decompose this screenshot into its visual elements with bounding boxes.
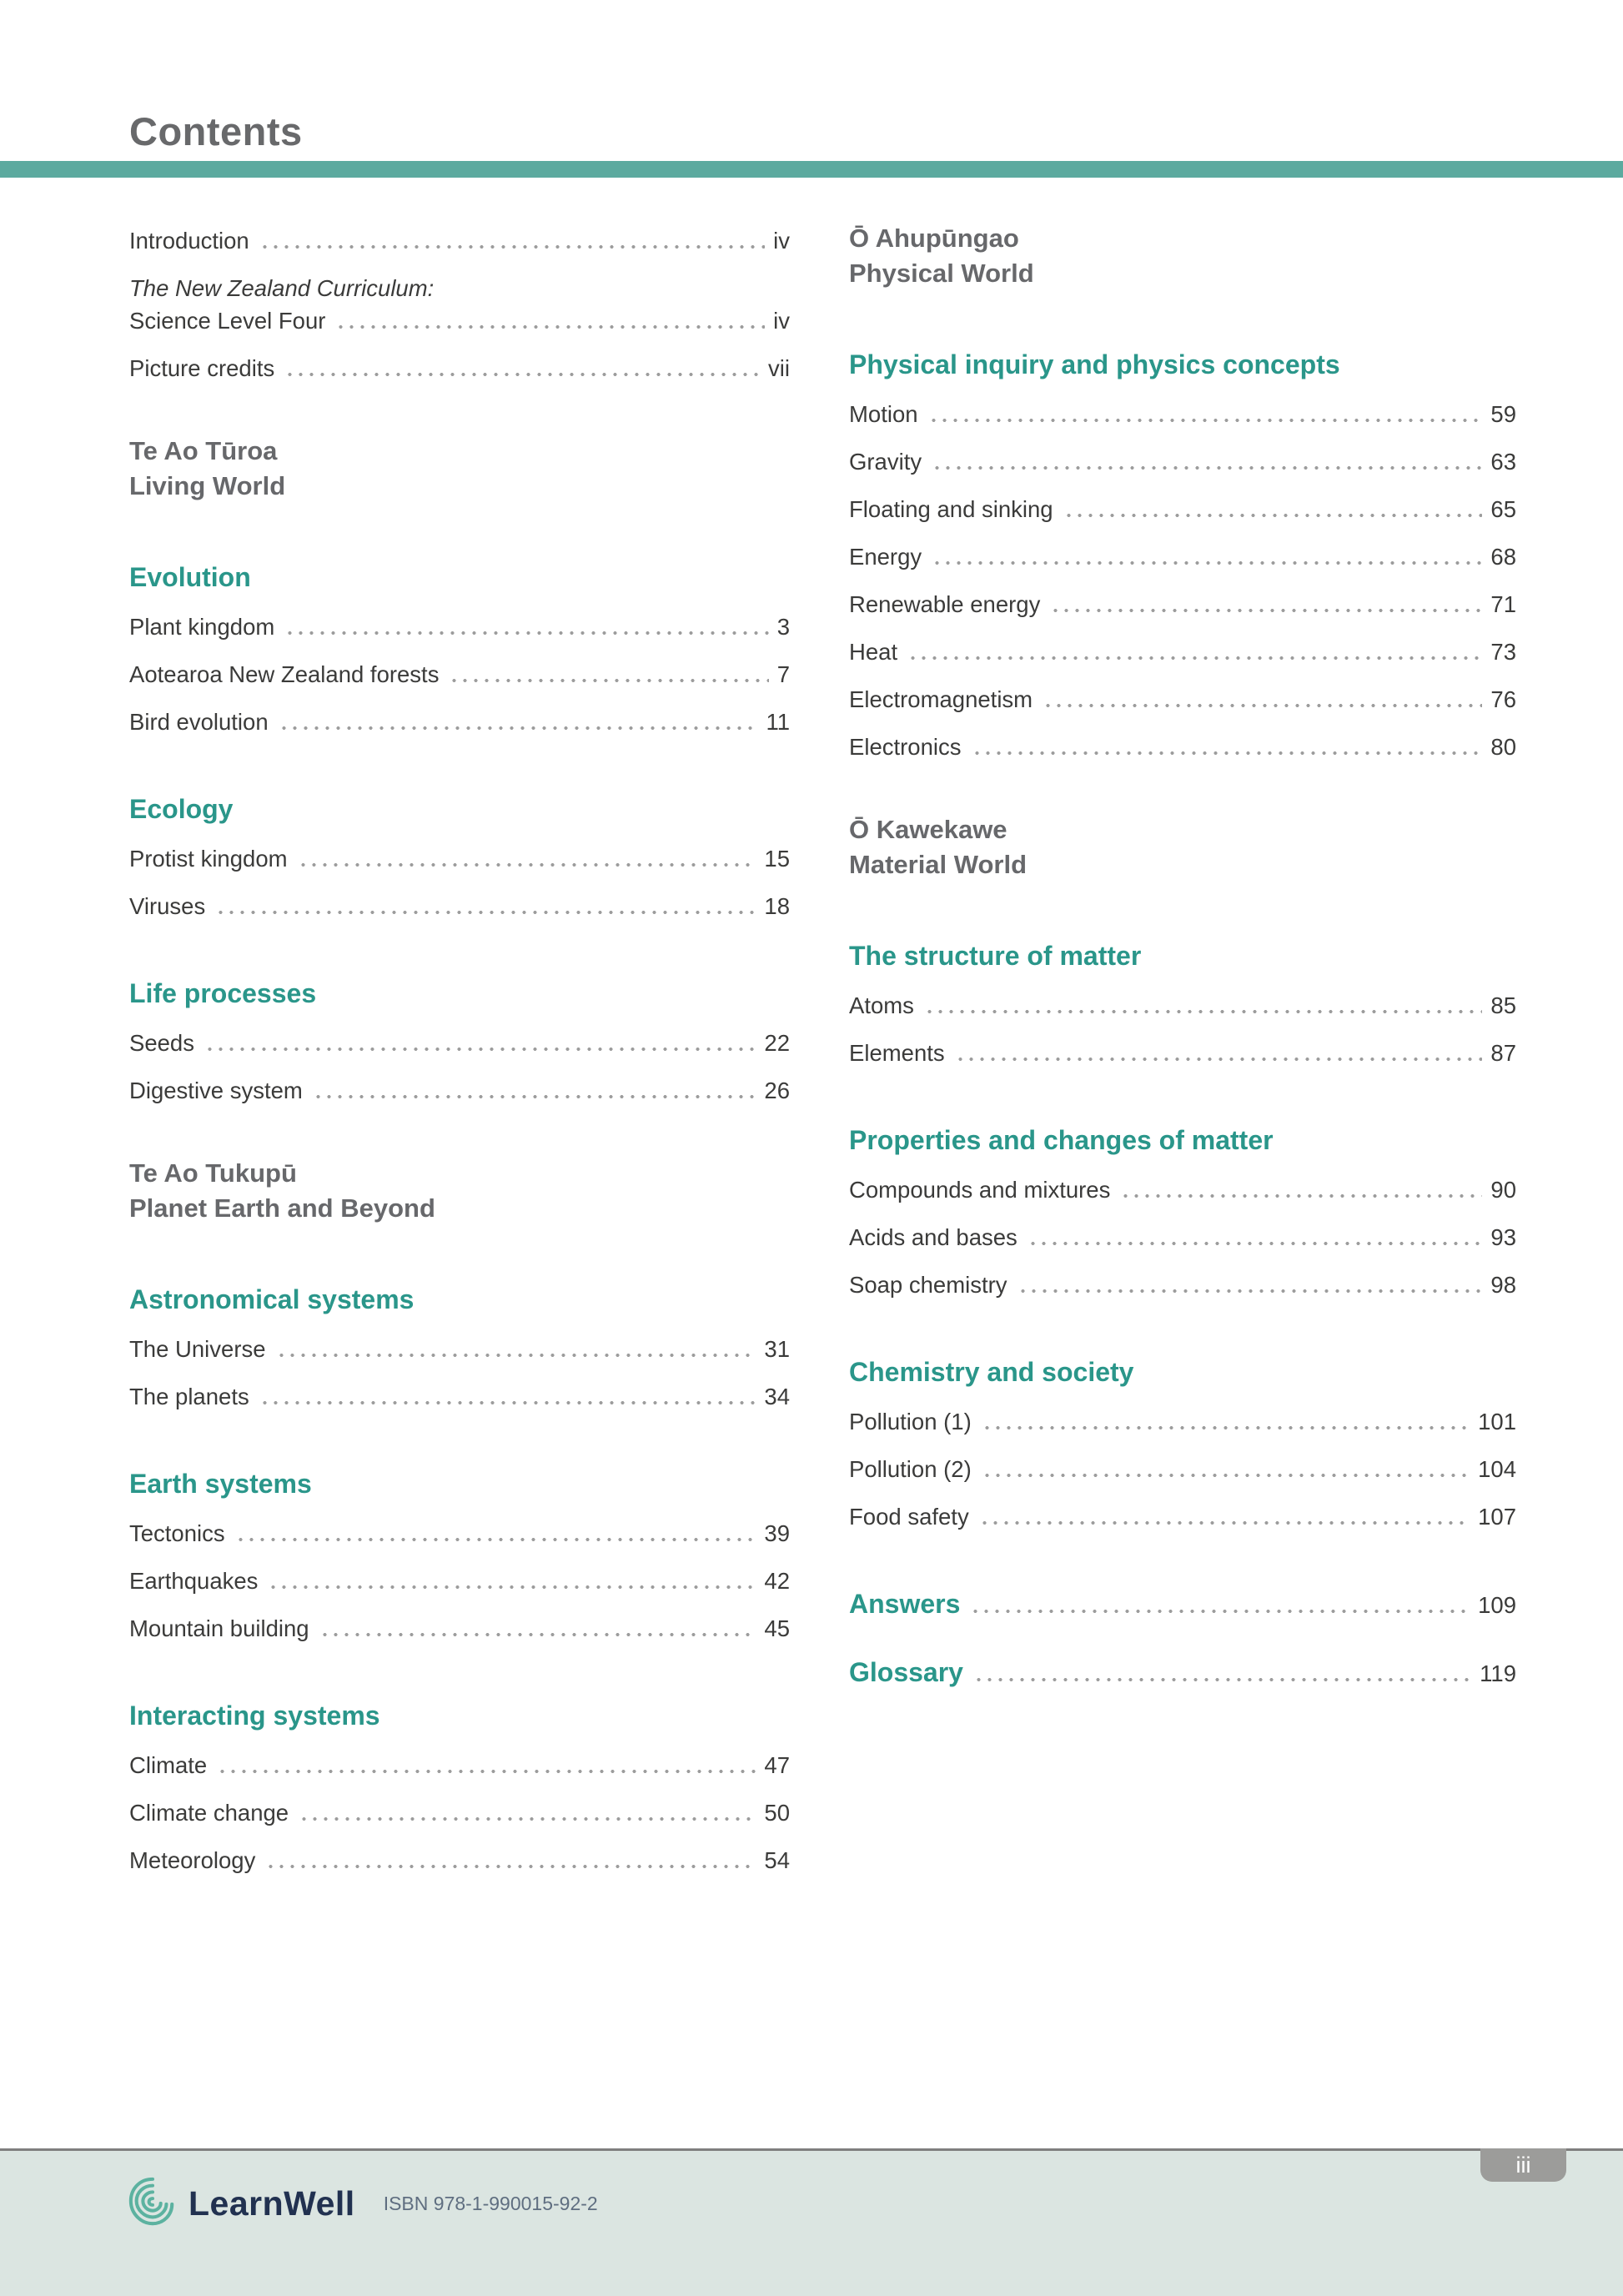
topic-heading: Interacting systems <box>129 1701 380 1731</box>
toc-entry-page: 76 <box>1490 686 1516 712</box>
dotted-leader <box>982 1426 1470 1429</box>
toc-entry <box>849 401 1516 427</box>
toc-entry <box>129 1568 790 1594</box>
toc-entry-label: Atoms <box>849 992 914 1018</box>
toc-entry-page: 26 <box>764 1078 790 1103</box>
toc-entry-answers <box>849 1589 1516 1620</box>
topic-heading: Properties and changes of matter <box>849 1125 1274 1155</box>
left-column <box>129 177 790 1895</box>
strand-title-english: Living World <box>129 471 286 500</box>
toc-entry-page: 85 <box>1490 992 1516 1018</box>
toc-entry-page: 93 <box>1490 1224 1516 1250</box>
toc-entry-page: 50 <box>764 1800 790 1826</box>
toc-entry-label: Pollution (2) <box>849 1456 972 1482</box>
toc-entry-label: Plant kingdom <box>129 614 275 640</box>
dotted-leader <box>276 1354 756 1357</box>
toc-entry <box>129 1078 790 1103</box>
toc-entry-page: 7 <box>776 661 790 687</box>
brand-name: LearnWell <box>188 2184 355 2223</box>
toc-entry-label: Aotearoa New Zealand forests <box>129 661 440 687</box>
toc-entry <box>129 614 790 640</box>
strand-title-maori: Te Ao Tukupū <box>129 1158 297 1188</box>
isbn-text: ISBN 978-1-990015-92-2 <box>383 2193 598 2214</box>
toc-entry-page: 101 <box>1478 1409 1516 1434</box>
toc-entry-label: Answers <box>849 1589 961 1619</box>
toc-entry <box>849 1272 1516 1298</box>
dotted-leader <box>335 325 765 329</box>
footer <box>0 2148 1623 2296</box>
dotted-leader <box>259 1401 756 1404</box>
toc-entry-glossary <box>849 1657 1516 1688</box>
toc-entry-label: Gravity <box>849 449 922 475</box>
toc-entry-page: 34 <box>764 1384 790 1409</box>
toc-entry <box>849 449 1516 475</box>
dotted-leader <box>298 863 756 867</box>
toc-entry-page: vii <box>768 355 790 381</box>
toc-entry <box>129 1384 790 1409</box>
toc-entry-page: 90 <box>1490 1177 1516 1203</box>
toc-entry-label: Energy <box>849 544 922 570</box>
toc-entry-page: 63 <box>1490 449 1516 475</box>
toc-entry-label: Acids and bases <box>849 1224 1018 1250</box>
toc-entry <box>129 1752 790 1778</box>
toc-entry-page: 3 <box>776 614 790 640</box>
strand-title-english: Physical World <box>849 259 1034 288</box>
learnwell-spiral-icon <box>127 2176 178 2232</box>
topic-heading: Earth systems <box>129 1469 312 1499</box>
dotted-leader <box>279 726 758 730</box>
strand-title <box>849 812 1516 882</box>
toc-entry-label: Climate <box>129 1752 208 1778</box>
dotted-leader <box>972 751 1483 755</box>
toc-entry-page: 54 <box>764 1847 790 1873</box>
toc-entry-label: The planets <box>129 1384 249 1409</box>
strand-title-maori: Te Ao Tūroa <box>129 436 278 465</box>
toc-entry-page: 65 <box>1490 496 1516 522</box>
toc-entry-label: Elements <box>849 1040 945 1066</box>
dotted-leader <box>299 1817 756 1821</box>
toc-entry <box>849 544 1516 570</box>
dotted-leader <box>973 1678 1471 1681</box>
title-accent-bar <box>0 161 1623 178</box>
dotted-leader <box>1028 1242 1483 1245</box>
toc-entry <box>849 1224 1516 1250</box>
topic-heading: Ecology <box>129 794 234 824</box>
toc-entry <box>849 1040 1516 1066</box>
toc-entry-page: 59 <box>1490 401 1516 427</box>
toc-entry-label: The Universe <box>129 1336 266 1362</box>
dotted-leader <box>284 373 760 376</box>
toc-entry-label: Mountain building <box>129 1615 309 1641</box>
toc-entry-label: Floating and sinking <box>849 496 1053 522</box>
toc-entry <box>849 639 1516 665</box>
toc-entry-page: 109 <box>1478 1592 1516 1618</box>
toc-entry-page: iv <box>773 308 790 334</box>
toc-entry-label: Picture credits <box>129 355 275 381</box>
toc-entry <box>849 591 1516 617</box>
toc-entry-page: 80 <box>1490 734 1516 760</box>
toc-entry <box>849 1456 1516 1482</box>
topic-heading: The structure of matter <box>849 941 1142 971</box>
toc-entry-label: Food safety <box>849 1504 969 1530</box>
dotted-leader <box>1063 514 1483 517</box>
toc-entry-page: 73 <box>1490 639 1516 665</box>
dotted-leader <box>284 631 768 635</box>
topic-heading: Life processes <box>129 978 317 1008</box>
dotted-leader <box>268 1585 756 1589</box>
dotted-leader <box>970 1610 1470 1613</box>
dotted-leader <box>235 1538 756 1541</box>
toc-entry-label: Tectonics <box>129 1520 225 1546</box>
toc-entry <box>849 1177 1516 1203</box>
toc-entry <box>129 893 790 919</box>
toc-entry-label: Protist kingdom <box>129 846 288 872</box>
toc-entry-label: Pollution (1) <box>849 1409 972 1434</box>
toc-entry-label: Bird evolution <box>129 709 269 735</box>
strand-title <box>849 221 1516 291</box>
toc-entry <box>849 686 1516 712</box>
dotted-leader <box>979 1521 1470 1525</box>
toc-entry-label: Digestive system <box>129 1078 303 1103</box>
toc-entry-page: 42 <box>764 1568 790 1594</box>
dotted-leader <box>1120 1194 1482 1198</box>
toc-entry-page: 15 <box>764 846 790 872</box>
toc-entry <box>129 661 790 687</box>
toc-entry <box>129 1336 790 1362</box>
toc-entry <box>849 1409 1516 1434</box>
brand-logo <box>127 2176 598 2232</box>
strand-title <box>129 1156 790 1226</box>
topic-heading: Chemistry and society <box>849 1357 1134 1387</box>
topic-heading: Physical inquiry and physics concepts <box>849 349 1340 379</box>
toc-entry-page: 31 <box>764 1336 790 1362</box>
toc-entry-label: Climate change <box>129 1800 289 1826</box>
toc-entry-label: Heat <box>849 639 898 665</box>
toc-entry <box>129 1847 790 1873</box>
page-title: Contents <box>129 109 303 153</box>
toc-entry-label: Renewable energy <box>849 591 1041 617</box>
dotted-leader <box>932 561 1482 565</box>
dotted-leader <box>313 1095 756 1098</box>
toc-entry-label: Seeds <box>129 1030 194 1056</box>
dotted-leader <box>265 1865 756 1868</box>
toc-entry-page: 71 <box>1490 591 1516 617</box>
toc-entry-label: Viruses <box>129 893 206 919</box>
toc-entry <box>129 1030 790 1056</box>
strand-title-english: Material World <box>849 850 1028 879</box>
toc-entry-page: 11 <box>766 709 790 735</box>
toc-entry-page: 47 <box>764 1752 790 1778</box>
dotted-leader <box>217 1770 756 1773</box>
toc-entry-label: Soap chemistry <box>849 1272 1007 1298</box>
strand-title-maori: Ō Kawekawe <box>849 815 1007 844</box>
toc-entry-page: 39 <box>764 1520 790 1546</box>
strand-title <box>129 434 790 504</box>
toc-entry <box>129 1800 790 1826</box>
toc-entry-page: 87 <box>1490 1040 1516 1066</box>
dotted-leader <box>259 245 765 249</box>
page-number: iii <box>1515 2152 1531 2178</box>
strand-title-english: Planet Earth and Beyond <box>129 1193 435 1223</box>
topic-heading: Astronomical systems <box>129 1284 415 1314</box>
toc-entry <box>849 734 1516 760</box>
toc-entry <box>849 496 1516 522</box>
strand-title-maori: Ō Ahupūngao <box>849 224 1019 253</box>
toc-entry-page: 68 <box>1490 544 1516 570</box>
dotted-leader <box>215 911 756 914</box>
toc-entry <box>129 228 790 254</box>
toc-entry-page: 107 <box>1478 1504 1516 1530</box>
dotted-leader <box>928 419 1483 422</box>
toc-entry <box>129 846 790 872</box>
toc-entry <box>849 992 1516 1018</box>
toc-entry-page: iv <box>773 228 790 254</box>
toc-entry-label-line2: Science Level Four <box>129 308 326 334</box>
toc-entry <box>129 275 790 334</box>
toc-entry-label: Meteorology <box>129 1847 256 1873</box>
toc-entry-page: 119 <box>1480 1660 1516 1686</box>
topic-heading: Evolution <box>129 562 251 592</box>
toc-entry-page: 18 <box>764 893 790 919</box>
toc-entry-label: Compounds and mixtures <box>849 1177 1111 1203</box>
toc-entry-label: Electromagnetism <box>849 686 1033 712</box>
dotted-leader <box>932 466 1482 470</box>
toc-entry-label: Earthquakes <box>129 1568 259 1594</box>
dotted-leader <box>982 1474 1470 1477</box>
toc-entry <box>849 1504 1516 1530</box>
toc-entry <box>129 1615 790 1641</box>
toc-entry-label: Motion <box>849 401 918 427</box>
dotted-leader <box>924 1010 1482 1013</box>
toc-entry <box>129 1520 790 1546</box>
dotted-leader <box>955 1058 1483 1061</box>
dotted-leader <box>1018 1289 1483 1293</box>
dotted-leader <box>907 656 1482 660</box>
dotted-leader <box>449 679 768 682</box>
toc-entry-page: 98 <box>1490 1272 1516 1298</box>
toc-entry-page: 104 <box>1478 1456 1516 1482</box>
page-number-tab <box>1480 2148 1566 2182</box>
toc-entry-page: 45 <box>764 1615 790 1641</box>
toc-entry <box>129 709 790 735</box>
dotted-leader <box>319 1633 756 1636</box>
toc-entry-label: Introduction <box>129 228 249 254</box>
toc-entry-label: Electronics <box>849 734 962 760</box>
toc-entry <box>129 355 790 381</box>
dotted-leader <box>1043 704 1482 707</box>
toc-entry-label-line1: The New Zealand Curriculum: <box>129 275 435 301</box>
dotted-leader <box>1050 609 1482 612</box>
right-column <box>849 177 1516 1688</box>
dotted-leader <box>204 1048 756 1051</box>
toc-entry-label: Glossary <box>849 1657 963 1687</box>
toc-entry-page: 22 <box>764 1030 790 1056</box>
